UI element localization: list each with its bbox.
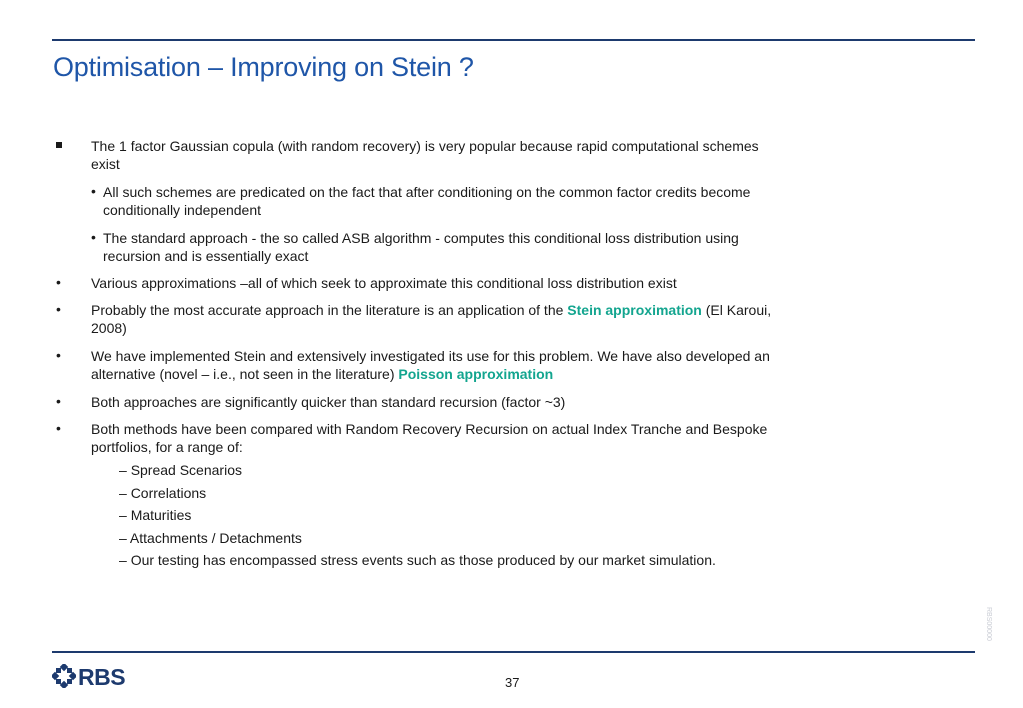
sub-bullet-1-line-1: All such schemes are predicated on the fact that after conditioning on the common factor credits become <box>103 184 751 200</box>
bullet-3-text-b: (El Karoui, <box>701 302 772 318</box>
dash-item-text: Attachments / Detachments <box>129 530 302 546</box>
square-bullet-icon <box>56 142 62 148</box>
bullet-5-line-1: Both approaches are significantly quicker than standard recursion (factor ~3) <box>91 394 566 410</box>
bullet-dot-icon: • <box>56 274 61 290</box>
dash-icon: – <box>119 530 127 546</box>
dash-item-text: Our testing has encompassed stress events such as those produced by our market simulation. <box>130 552 716 568</box>
rbs-logo-icon <box>52 664 76 688</box>
dash-item-text: Spread Scenarios <box>130 462 242 478</box>
dash-item-text: Maturities <box>130 507 192 523</box>
bullet-3-line-1 <box>91 301 771 319</box>
bullet-dot-icon: • <box>56 420 61 436</box>
sub-bullet-dot-icon: • <box>91 183 96 199</box>
bottom-rule <box>52 651 975 653</box>
dash-icon: – <box>119 485 127 501</box>
sub-bullet-2-line-1: The standard approach - the so called ASB algorithm - computes this conditional loss distribution using <box>103 230 739 246</box>
dash-item-text: Correlations <box>130 485 207 501</box>
dash-icon: – <box>119 552 127 568</box>
bullet-3-text-a: Probably the most accurate approach in the literature is an application of the <box>91 302 568 318</box>
bullet-4-line-2 <box>91 365 553 383</box>
stein-approximation-highlight: Stein approximation <box>567 302 702 318</box>
dash-item <box>119 506 191 524</box>
dash-item <box>119 461 242 479</box>
side-watermark-text: RBS00000 <box>985 607 992 641</box>
dash-item <box>119 484 206 502</box>
bullet-4-text-a: alternative (novel – i.e., not seen in the literature) <box>91 366 399 382</box>
bullet-4-line-1: We have implemented Stein and extensively investigated its use for this problem. We have also developed an <box>91 348 770 364</box>
sub-bullet-dot-icon: • <box>91 229 96 245</box>
bullet-3-line-2: 2008) <box>91 320 127 336</box>
bullet-1-line-2: exist <box>91 156 120 172</box>
sub-bullet-1-line-2: conditionally independent <box>103 202 262 218</box>
bullet-1-line-1: The 1 factor Gaussian copula (with random recovery) is very popular because rapid computational schemes <box>91 138 759 154</box>
bullet-6-line-2: portfolios, for a range of: <box>91 439 243 455</box>
dash-item <box>119 529 302 547</box>
dash-icon: – <box>119 462 127 478</box>
top-rule <box>52 39 975 41</box>
bullet-dot-icon: • <box>56 347 61 363</box>
bullet-6-line-1: Both methods have been compared with Random Recovery Recursion on actual Index Tranche and Bespoke <box>91 421 768 437</box>
dash-icon: – <box>119 507 127 523</box>
sub-bullet-2-line-2: recursion and is essentially exact <box>103 248 309 264</box>
bullet-2-line-1: Various approximations –all of which seek to approximate this conditional loss distribution exist <box>91 275 677 291</box>
rbs-logo-text: RBS <box>78 664 126 690</box>
bullet-dot-icon: • <box>56 393 61 409</box>
bullet-dot-icon: • <box>56 301 61 317</box>
page-number: 37 <box>505 675 520 690</box>
side-watermark <box>974 605 994 655</box>
slide-title: Optimisation – Improving on Stein ? <box>53 52 474 82</box>
dash-item <box>119 551 716 569</box>
poisson-approximation-highlight: Poisson approximation <box>398 366 554 382</box>
